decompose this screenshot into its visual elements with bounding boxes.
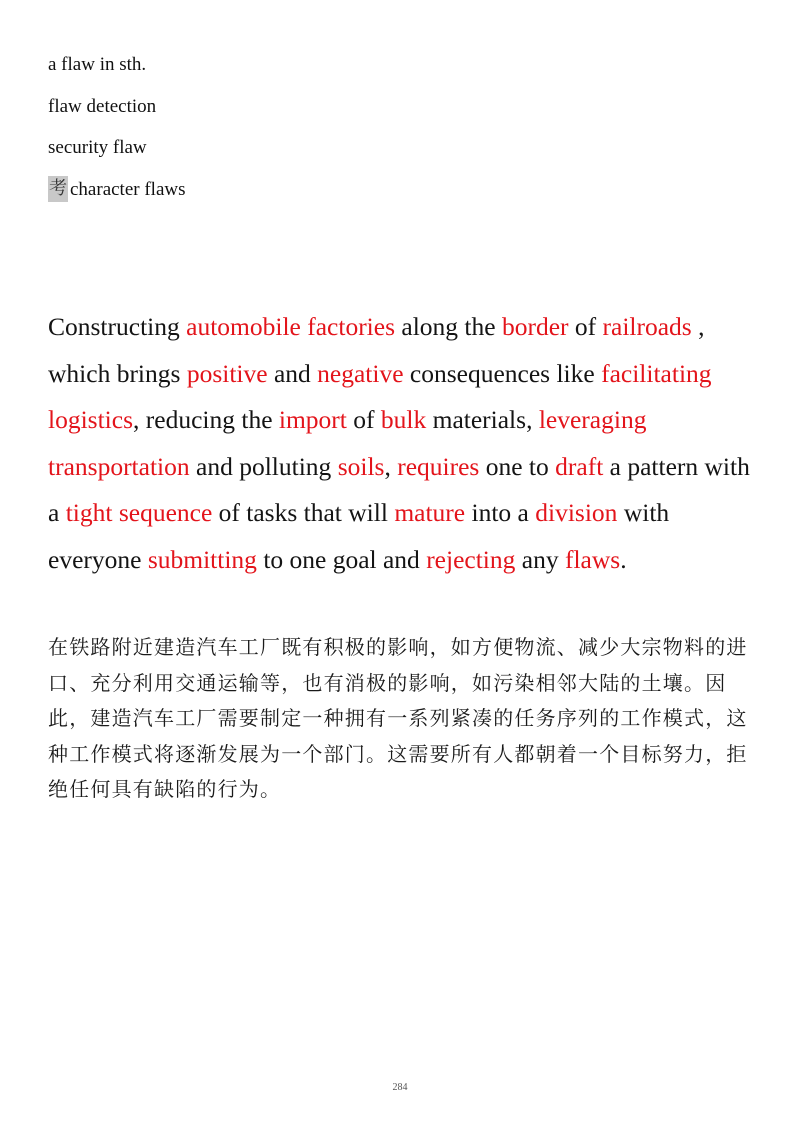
phrase-item <box>48 86 186 128</box>
highlighted-term: mature <box>394 498 466 527</box>
highlighted-term: division <box>535 498 618 527</box>
phrase-list <box>48 44 186 210</box>
paragraph-text: , <box>384 451 398 481</box>
paragraph-text: of <box>346 405 381 434</box>
phrase-text: a flaw in sth. <box>48 54 147 75</box>
highlighted-term: positive <box>186 358 268 388</box>
phrase-text: character flaws <box>70 178 186 200</box>
paragraph-text: a pattern with a <box>48 451 750 527</box>
highlighted-term: leveraging transportation <box>48 405 647 481</box>
paragraph-text: consequences like <box>403 358 602 388</box>
paragraph-text: with everyone <box>48 498 670 574</box>
highlighted-term: flaws <box>564 544 621 574</box>
paragraph-text: along the <box>395 312 502 341</box>
phrase-text: security flaw <box>48 137 147 158</box>
paragraph-text: materials, <box>426 405 539 434</box>
highlighted-term: import <box>278 405 347 434</box>
phrase-item <box>48 127 186 169</box>
highlighted-term: bulk <box>380 405 427 434</box>
phrase-item <box>48 44 186 86</box>
chinese-translation-paragraph: 在铁路附近建造汽车工厂既有积极的影响，如方便物流、减少大宗物料的进口、充分利用交通运输等，也有消极的影响，如污染相邻大陆的土壤。因此，建造汽车工厂需要制定一种拥有一系列紧凑的任务序列的工作模式，这种工作模式将逐渐发展为一个部门。这需要所有人都朝着一个目标努力，拒绝任何具有缺陷的行为。 <box>48 635 748 801</box>
phrase-text: flaw detection <box>48 95 157 117</box>
highlighted-term: soils <box>337 451 385 481</box>
paragraph-text: any <box>515 544 565 574</box>
english-paragraph <box>48 304 760 583</box>
paragraph-text: of tasks that will <box>212 498 395 527</box>
highlighted-term: facilitating logistics <box>48 358 712 434</box>
paragraph-text: Constructing <box>48 312 187 341</box>
paragraph-text: of <box>568 312 603 341</box>
highlighted-term: automobile factories <box>186 312 396 341</box>
highlighted-term: tight sequence <box>65 498 213 527</box>
paragraph-text: and polluting <box>189 451 338 481</box>
paragraph-text: , which brings <box>48 312 705 388</box>
paragraph-text: . <box>620 544 627 574</box>
paragraph-text: one to <box>479 451 556 481</box>
phrase-item <box>48 169 186 211</box>
exam-badge: 考 <box>48 176 68 202</box>
highlighted-term: submitting <box>147 544 257 574</box>
highlighted-term: border <box>501 312 569 341</box>
paragraph-text: , reducing the <box>133 405 279 434</box>
highlighted-term: negative <box>317 358 404 388</box>
paragraph-text: into a <box>465 498 536 527</box>
highlighted-term: rejecting <box>426 544 516 574</box>
paragraph-text: to one goal and <box>256 544 427 574</box>
highlighted-term: railroads <box>602 312 692 341</box>
highlighted-term: requires <box>397 451 480 481</box>
highlighted-term: draft <box>555 451 604 481</box>
page-number: 284 <box>392 1082 408 1093</box>
paragraph-text: and <box>267 358 318 388</box>
